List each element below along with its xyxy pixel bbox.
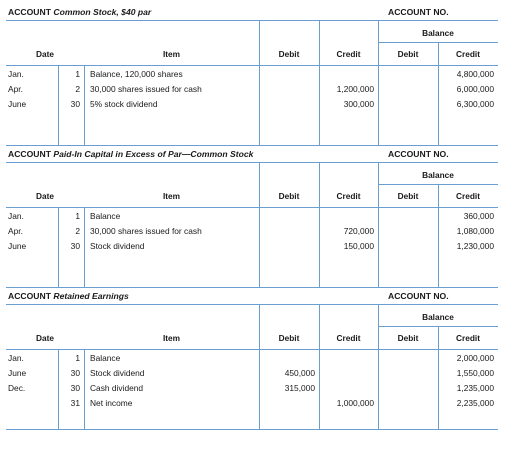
debit-header: Debit [278, 333, 300, 343]
balance-credit-header: Credit [456, 191, 480, 201]
credit-header: Credit [336, 191, 361, 201]
account-number-label: ACCOUNT NO. [388, 149, 449, 159]
item-header: Item [162, 191, 181, 201]
balance-credit-amount: 1,550,000 [456, 368, 494, 378]
date-header: Date [36, 333, 54, 343]
item-description: Balance, 120,000 shares [90, 69, 183, 79]
debit-amount: 450,000 [284, 368, 315, 378]
ledger-row [6, 99, 498, 113]
account-title: Paid-In Capital in Excess of Par—Common Stock [53, 149, 254, 159]
balance-credit-amount: 6,000,000 [456, 84, 494, 94]
ledger-row [6, 211, 498, 225]
credit-header: Credit [336, 333, 361, 343]
ledger-row [6, 226, 498, 240]
item-description: Stock dividend [90, 368, 145, 378]
item-description: Stock dividend [90, 241, 145, 251]
column-rule [319, 21, 320, 145]
date-day: 1 [75, 69, 80, 79]
balance-credit-amount: 4,800,000 [456, 69, 494, 79]
date-month: Dec. [8, 383, 26, 393]
date-day: 1 [75, 353, 80, 363]
balance-header: Balance [422, 28, 454, 38]
account-number-label: ACCOUNT NO. [388, 7, 449, 17]
balance-credit-amount: 1,235,000 [456, 383, 494, 393]
date-month: Apr. [8, 226, 23, 236]
column-rule [259, 163, 260, 287]
balance-debit-header: Debit [397, 49, 419, 59]
date-day: 30 [70, 241, 80, 251]
account-title: Retained Earnings [53, 291, 129, 301]
date-month: June [8, 241, 27, 251]
balance-credit-amount: 360,000 [463, 211, 494, 221]
ledger-row [6, 353, 498, 367]
balance-credit-amount: 2,000,000 [456, 353, 494, 363]
column-rule [259, 21, 260, 145]
item-header: Item [162, 333, 181, 343]
balance-header: Balance [422, 312, 454, 322]
ledger-grid [6, 304, 498, 430]
item-description: Net income [90, 398, 133, 408]
ledger-grid [6, 20, 498, 146]
date-month: June [8, 368, 27, 378]
balance-header: Balance [422, 170, 454, 180]
balance-credit-amount: 1,080,000 [456, 226, 494, 236]
account-prefix: ACCOUNT [8, 7, 51, 17]
item-description: Balance [90, 211, 121, 221]
date-day: 31 [70, 398, 80, 408]
credit-amount: 1,000,000 [336, 398, 374, 408]
ledger-row [6, 398, 498, 412]
date-header: Date [36, 191, 54, 201]
debit-header: Debit [278, 191, 300, 201]
ledger-row [6, 383, 498, 397]
credit-amount: 720,000 [343, 226, 374, 236]
item-description: 5% stock dividend [90, 99, 158, 109]
date-day: 30 [70, 368, 80, 378]
column-rule [378, 163, 379, 287]
ledger-common-stock [6, 6, 498, 146]
account-heading [6, 290, 498, 304]
account-heading [6, 148, 498, 162]
balance-credit-amount: 1,230,000 [456, 241, 494, 251]
balance-debit-header: Debit [397, 333, 419, 343]
account-title: Common Stock, $40 par [53, 7, 152, 17]
date-month: Jan. [8, 211, 24, 221]
balance-credit-amount: 2,235,000 [456, 398, 494, 408]
credit-header: Credit [336, 49, 361, 59]
item-header: Item [162, 49, 181, 59]
header-bottom-rule [6, 65, 498, 66]
item-description: Cash dividend [90, 383, 144, 393]
credit-amount: 1,200,000 [336, 84, 374, 94]
date-day: 1 [75, 211, 80, 221]
date-day: 2 [75, 226, 80, 236]
ledger-row [6, 241, 498, 255]
account-number-label: ACCOUNT NO. [388, 291, 449, 301]
credit-amount: 300,000 [343, 99, 374, 109]
column-rule [378, 21, 379, 145]
account-heading [6, 6, 498, 20]
date-month: Apr. [8, 84, 23, 94]
debit-amount: 315,000 [284, 383, 315, 393]
balance-credit-header: Credit [456, 49, 480, 59]
debit-header: Debit [278, 49, 300, 59]
ledger-paid-in-capital [6, 148, 498, 288]
account-prefix: ACCOUNT [8, 149, 51, 159]
balance-credit-header: Credit [456, 333, 480, 343]
date-day: 30 [70, 99, 80, 109]
ledger-row [6, 368, 498, 382]
balance-credit-amount: 6,300,000 [456, 99, 494, 109]
credit-amount: 150,000 [343, 241, 374, 251]
balance-debit-header: Debit [397, 191, 419, 201]
account-prefix: ACCOUNT [8, 291, 51, 301]
column-rule [319, 163, 320, 287]
ledger-retained-earnings [6, 290, 498, 430]
ledger-row [6, 84, 498, 98]
date-header: Date [36, 49, 54, 59]
header-bottom-rule [6, 349, 498, 350]
ledger-row [6, 69, 498, 83]
date-month: Jan. [8, 353, 24, 363]
date-month: Jan. [8, 69, 24, 79]
date-day: 30 [70, 383, 80, 393]
date-month: June [8, 99, 27, 109]
item-description: 30,000 shares issued for cash [90, 226, 202, 236]
ledger-grid [6, 162, 498, 288]
item-description: Balance [90, 353, 121, 363]
header-bottom-rule [6, 207, 498, 208]
date-day: 2 [75, 84, 80, 94]
item-description: 30,000 shares issued for cash [90, 84, 202, 94]
